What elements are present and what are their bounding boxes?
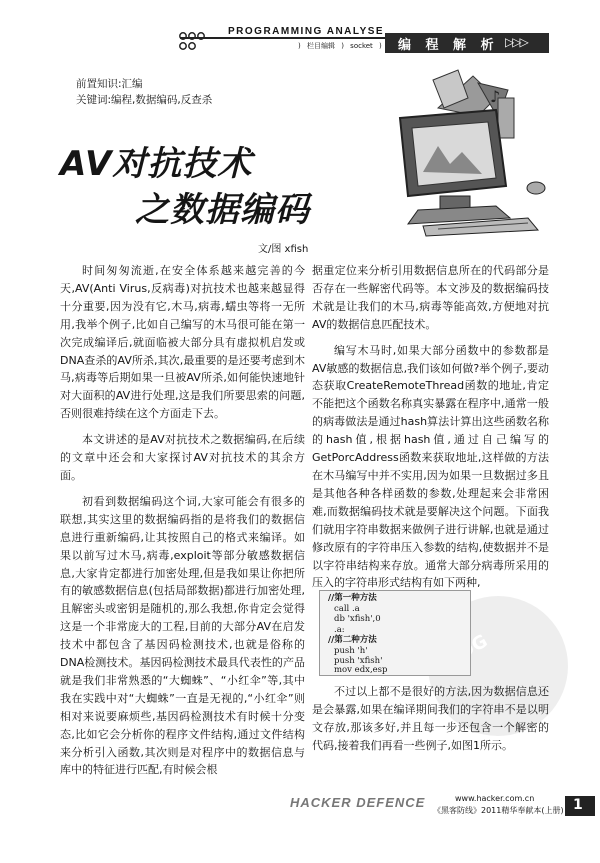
paragraph: 时间匆匆流逝,在安全体系越来越完善的今天,AV(Anti Virus,反病毒)对抗技术也越来越显得十分重要,因为没有它,木马,病毒,蠕虫等将一无所用,我举个例子,比如自己编写的木马很可能在第一次完成编译后,就面临被大部分具有虚拟机启发或DNA查杀的AV所杀,其次,最重要的是还要考虑到木马,病毒等后期如果一旦被AV所杀,如何能快速地针对大面积的AV进行处理,这是我们所要思索的问题,否则很难持续在这个方面走下去。 bbox=[60, 264, 305, 421]
byline: 文/图 xfish bbox=[258, 244, 309, 255]
magazine-section-title: PROGRAMMING ANALYSE bbox=[228, 26, 385, 37]
breadcrumb-sep: ) bbox=[379, 42, 382, 50]
code-line: mov edx,esp bbox=[334, 665, 388, 675]
paragraph: 本文讲述的是AV对抗技术之数据编码,在后续的文章中还会和大家探讨AV对抗技术的其余方面。 bbox=[60, 433, 305, 482]
header-breadcrumb bbox=[298, 41, 386, 51]
code-line: //第二种方法 bbox=[328, 635, 377, 645]
arrow-icon: ▷▷▷ bbox=[505, 35, 527, 49]
keywords-text: 关键词:编程,数据编码,反查杀 bbox=[76, 94, 213, 106]
svg-text:♪: ♪ bbox=[490, 87, 501, 106]
article-title-line2: 之数据编码 bbox=[135, 190, 310, 230]
code-line: //第一种方法 bbox=[328, 593, 377, 603]
footer-magazine: 《黑客防线》2011精华奉献本(上册) bbox=[433, 806, 564, 815]
code-line: call .a bbox=[334, 604, 360, 614]
paragraph: 初看到数据编码这个词,大家可能会有很多的联想,其实这里的数据编码指的是将我们的数据信息进行重新编码,让其按照自己的格式来编译。如果以前写过木马,病毒,exploit等部分敏感数据信息,大家肯定都进行加密处理,但是我如果让你把所有的敏感数据信息(包括局部数据)都进行加密处理,且解密头或密钥是随机的,那么我想,你肯定会觉得这是一个非常庞大的工程,目前的大部分AV在启发技术中都包含了基因码检测技术,也就是俗称的DNA检测技术。基因码检测技术最具代表性的产品就是我们非常熟悉的“大蜘蛛”、“小红伞”等,其中我在实践中对“大蜘蛛”一直是无视的,“小红伞”则相对来说要麻烦些,基因码检测技术有时候十分变态,比如它会分析你的程序文件结构,通过文件结构来分析引入函数,其次则是对程序中的数据信息与库中的特征进行匹配,有时候会根 bbox=[60, 494, 305, 777]
right-column bbox=[312, 262, 549, 592]
breadcrumb-editor: 栏目编辑 bbox=[306, 42, 335, 50]
page-number: 1 bbox=[573, 797, 583, 813]
footer-url: www.hacker.com.cn bbox=[455, 794, 535, 803]
breadcrumb-editor-name: socket bbox=[350, 42, 373, 50]
code-block bbox=[319, 590, 471, 676]
paragraph: 编写木马时,如果大部分函数中的参数都是AV敏感的数据信息,我们该如何做?举个例子,要动态获取CreateRemoteThread函数的地址,肯定不能把这个函数名称真实暴露在程序中,通常一般的病毒做法是通过hash算法计算出这些函数名称的hash值,根据hash值,通过自己编写的GetPorcAddress函数来获取地址,这样做的方法在木马编写中并不实用,因为如果一旦数据过多且是其他各种各样函数的参数,处理起来会非常困难,而数据编码技术就是要解决这个问题。下面我们就用字符串数据来做例子进行讲解,也就是通过修改原有的字符串压入参数的结构,使数据并不是以字符串结构来存放。通常大部分病毒所采用的压入的字符串形式结构有如下两种, bbox=[312, 343, 549, 590]
code-line: push 'xfish' bbox=[334, 656, 383, 666]
prerequisite-text: 前置知识:汇编 bbox=[76, 78, 143, 90]
code-line: push 'h' bbox=[334, 646, 368, 656]
code-line: db 'xfish',0 bbox=[334, 614, 381, 624]
paragraph: 不过以上都不是很好的方法,因为数据信息还是会暴露,如果在编译期间我们的字符串不是以明文存放,那该多好,并且每一步还包含一个解密的代码,接着我们再看一些例子,如图1所示。 bbox=[312, 685, 549, 752]
header-decoration-icon bbox=[178, 30, 222, 52]
paragraph: 据重定位来分析引用数据信息所在的代码部分是否存在一些解密代码等。本文涉及的数据编码技术就是让我们的木马,病毒等能高效,方便地对抗AV的数据信息匹配技术。 bbox=[312, 264, 549, 331]
footer-logo: HACKER DEFENCE bbox=[290, 795, 426, 810]
left-column bbox=[60, 262, 305, 779]
article-title-line1: AV对抗技术 bbox=[60, 144, 253, 184]
breadcrumb-sep: ) bbox=[341, 42, 344, 50]
code-line: .a: bbox=[334, 625, 345, 635]
section-label: 编 程 解 析 bbox=[398, 38, 499, 53]
right-column-continued bbox=[312, 683, 549, 755]
breadcrumb-sep: ) bbox=[298, 42, 301, 50]
computer-illustration-icon bbox=[378, 68, 553, 238]
